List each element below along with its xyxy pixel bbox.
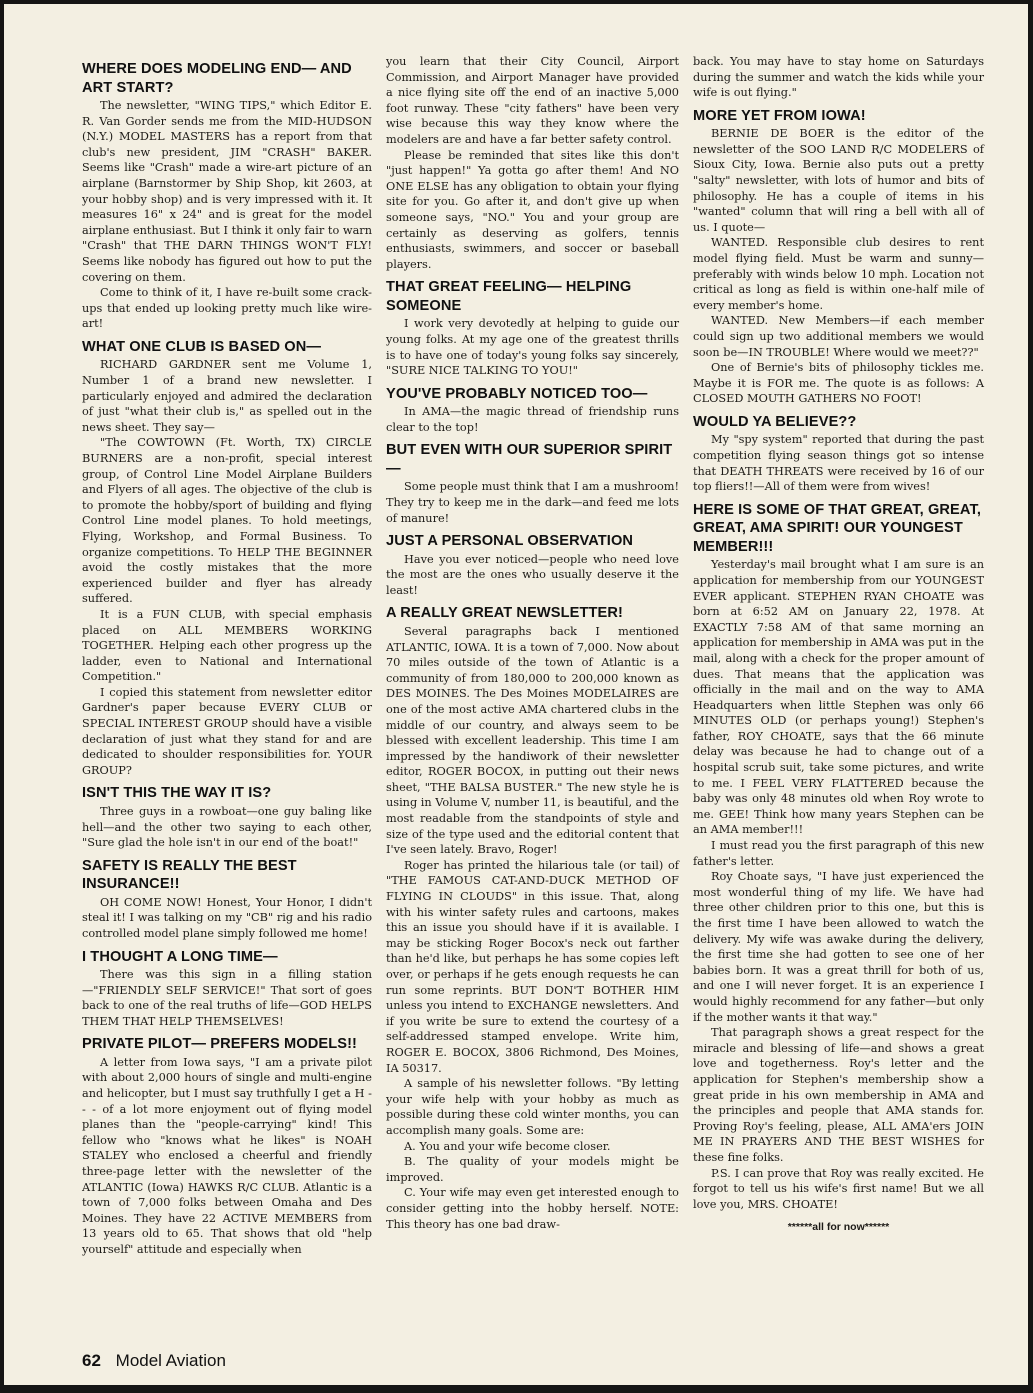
body-paragraph: My "spy system" reported that during the past competition flying season things got so intense that DEATH THREATS were received by 16 of our top fliers!!—All of them were from wives!: [693, 433, 984, 494]
body-paragraph: The newsletter, "WING TIPS," which Editor E. R. Van Gorder sends me from the MID-HUDSON (N.Y.) MODEL MASTERS has a report from that club's new president, JIM "CRASH" BAKER. Seems like "Crash" made a wire-art picture of an airplane (Barnstormer by Ship Shop, kit 2603, at your hobby shop) and is very impressed with it. It measures 16" x 24" and is great for the model airplane enthusiast. But I think it only fair to warn "Crash" that THE DARN THINGS WON'T FLY! Seems like nobody has figured out how to put the covering on them.: [82, 99, 372, 284]
body-paragraph: P.S. I can prove that Roy was really excited. He forgot to tell us his wife's first name! But we all love you, MRS. CHOATE!: [693, 1166, 984, 1211]
body-paragraph: Roy Choate says, "I have just experienced the most wonderful thing of my life. We have had three other children prior to this one, but this is the first time I have been allowed to watch the delivery. My wife was awake during the delivery, the first time she had gotten to see one of her babies born. It was a great thrill for both of us, and one I will never forget. It is an experience I would highly recommend for any father—but only if the mother wants it that way.": [693, 870, 984, 1024]
body-paragraph: In AMA—the magic thread of friendship runs clear to the top!: [386, 405, 679, 434]
body-paragraph: A. You and your wife become closer.: [404, 1139, 611, 1153]
body-paragraph: B. The quality of your models might be improved.: [386, 1155, 679, 1184]
column-right: [693, 54, 984, 1236]
section-heading: THAT GREAT FEELING— HELPING SOMEONE: [386, 279, 632, 314]
body-paragraph: Three guys in a rowboat—one guy baling like hell—and the other two saying to each other, "Sure glad the hole isn't in our end of the boat!": [82, 804, 372, 850]
body-paragraph: WANTED. Responsible club desires to rent model flying field. Must be warm and sunny—preferably with winds below 10 mph. Location not critical as long as field is within one-half mile of every member's home.: [693, 236, 984, 312]
body-paragraph: Roger has printed the hilarious tale (or tail) of "THE FAMOUS CAT-AND-DUCK METHOD OF FLYING IN CLOUDS" in this issue. That, along with his winter safety rules and cartoons, makes this an issue you should have if it is available. I may be sticking Roger Bocox's neck out farther than he'd like, but perhaps he has some copies left over, or perhaps if he gets enough requests he can run some reprints. BUT DON'T BOTHER HIM unless you intend to EXCHANGE newsletters. And if you write be sure to extend the courtesy of a self-addressed stamped envelope. Write him, ROGER E. BOCOX, 3806 Richmond, Des Moines, IA 50317.: [386, 858, 679, 1075]
body-paragraph: RICHARD GARDNER sent me Volume 1, Number 1 of a brand new newsletter. I particularly enjoyed and admired the declaration of just "what their club is," as spelled out in the news sheet. They say—: [82, 358, 372, 434]
body-paragraph: It is a FUN CLUB, with special emphasis placed on ALL MEMBERS WORKING TOGETHER. Helping each other progress up the ladder, even to National and International Competition.": [82, 607, 372, 684]
magazine-page: [4, 4, 1028, 1385]
body-paragraph: C. Your wife may even get interested enough to consider getting into the hobby herself. NOTE: This theory has one bad draw-: [386, 1186, 679, 1231]
section-heading: YOU'VE PROBABLY NOTICED TOO—: [386, 385, 648, 402]
body-paragraph: One of Bernie's bits of philosophy tickles me. Maybe it is FOR me. The quote is as follows: A CLOSED MOUTH GATHERS NO FOOT!: [693, 361, 984, 406]
column-left: [82, 54, 372, 1258]
body-paragraph: A sample of his newsletter follows. "By letting your wife help with your hobby as much as possible during these cold winter months, you can accomplish many goals. Some are:: [386, 1077, 679, 1137]
body-paragraph: OH COME NOW! Honest, Your Honor, I didn't steal it! I was talking on my "CB" rig and his radio controlled model plane simply followed me home!: [82, 895, 372, 940]
body-paragraph: Come to think of it, I have re-built some crack-ups that ended up looking pretty much like wire-art!: [82, 286, 372, 331]
body-paragraph: I copied this statement from newsletter editor Gardner's paper because EVERY CLUB or SPECIAL INTEREST GROUP should have a visible declaration of just what they stand for and are dedicated to shoulder responsibilities for. YOUR GROUP?: [82, 685, 372, 777]
section-heading: WOULD YA BELIEVE??: [693, 413, 857, 430]
body-paragraph: There was this sign in a filling station—"FRIENDLY SELF SERVICE!" That sort of goes back to one of the real truths of life—GOD HELPS THEM THAT HELP THEMSELVES!: [82, 968, 372, 1028]
section-heading: ISN'T THIS THE WAY IT IS?: [82, 785, 272, 802]
sign-off: ******all for now******: [787, 1221, 890, 1234]
page-footer: [82, 1351, 226, 1371]
section-heading: WHAT ONE CLUB IS BASED ON—: [82, 338, 322, 355]
body-paragraph: That paragraph shows a great respect for the miracle and blessing of life—and shows a great love and togetherness. Roy's letter and the application for Stephen's membership show a great pride in his own membership in AMA and the principles and people that AMA stands for. Proving Roy's feeling, please, ALL AMA'ers JOIN ME IN PRAYERS AND THE BEST WISHES for these fine folks.: [693, 1026, 984, 1164]
body-paragraph: BERNIE DE BOER is the editor of the newsletter of the SOO LAND R/C MODELERS of Sioux City, Iowa. Bernie also puts out a pretty "salty" newsletter, with lots of humor and bits of philosophy. He has a couple of items in his "wanted" column that will ring a bell with all of us. I quote—: [693, 127, 984, 234]
body-paragraph: Please be reminded that sites like this don't "just happen!" Ya gotta go after them! And NO ONE ELSE has any obligation to obtain your flying site for you. Go after it, and don't give up when someone says, "NO." You and your group are certainly as deserving as golfers, tennis enthusiasts, swimmers, and soccer or baseball players.: [386, 148, 679, 271]
continued-paragraph: you learn that their City Council, Airport Commission, and Airport Manager have provided a nice flying site off the end of an inactive 5,000 foot runway. These "city fathers" have been very wise because this way they know where the modelers are and have a far better safety control.: [386, 55, 679, 146]
section-heading: WHERE DOES MODELING END— AND ART START?: [82, 61, 352, 96]
page-number: 62: [82, 1351, 101, 1370]
body-paragraph: WANTED. New Members—if each member could sign up two additional members we would soon be—IN TROUBLE! Where would we meet??": [693, 314, 984, 359]
body-paragraph: Have you ever noticed—people who need love the most are the ones who usually deserve it the least!: [386, 552, 679, 597]
section-heading: BUT EVEN WITH OUR SUPERIOR SPIRIT—: [386, 442, 673, 477]
section-heading: MORE YET FROM IOWA!: [693, 107, 866, 124]
magazine-title: Model Aviation: [115, 1351, 226, 1370]
body-paragraph: I work very devotedly at helping to guide our young folks. At my age one of the greatest thrills is to have one of today's young folks say sincerely, "SURE NICE TALKING TO YOU!": [386, 317, 679, 378]
body-paragraph: Some people must think that I am a mushroom! They try to keep me in the dark—and feed me lots of manure!: [386, 480, 679, 525]
body-paragraph: Several paragraphs back I mentioned ATLANTIC, IOWA. It is a town of 7,000. Now about 70 miles outside of the town of Atlantic is a community of from 180,000 to 200,000 known as DES MOINES. The Des Moines MODELAIRES are one of the most active AMA chartered clubs in the middle of our country, and always seem to be blessed with excellent leadership. This time I am impressed by the handiwork of their newsletter editor, ROGER BOCOX, in putting out their news sheet, "THE BALSA BUSTER." The new style he is using in Volume V, number 11, is beautiful, and the most readable from the standpoints of style and size of the type used and the editorial content that I've seen lately. Bravo, Roger!: [386, 624, 679, 857]
section-heading: PRIVATE PILOT— PREFERS MODELS!!: [82, 1036, 357, 1053]
section-heading: SAFETY IS REALLY THE BEST INSURANCE!!: [82, 857, 297, 893]
section-heading: A REALLY GREAT NEWSLETTER!: [386, 605, 623, 622]
section-heading: HERE IS SOME OF THAT GREAT, GREAT, GREAT, AMA SPIRIT! OUR YOUNGEST MEMBER!!!: [693, 501, 981, 555]
section-heading: JUST A PERSONAL OBSERVATION: [386, 533, 634, 550]
column-middle: [386, 54, 679, 1232]
body-paragraph: "The COWTOWN (Ft. Worth, TX) CIRCLE BURNERS are a non-profit, special interest group, of Control Line Model Airplane Builders and Flyers of all ages. The objective of the club is to promote the hobby/sport of building and flying Control Line model planes. To hold meetings, Flying, Workshop, and Formal Business. To organize competitions. To HELP THE BEGINNER avoid the costly mistakes that the more experienced builder and flyer has already suffered.: [82, 436, 372, 606]
body-paragraph: Yesterday's mail brought what I am sure is an application for membership from our YOUNGEST EVER applicant. STEPHEN RYAN CHOATE was born at 6:52 AM on January 22, 1978. At EXACTLY 7:58 AM of that same morning an application for membership in AMA was put in the mail, along with a check for the proper amount of dues. That means that the application was officially in the mail and on the way to AMA Headquarters when little Stephen was only 66 MINUTES OLD (or perhaps young!) Stephen's father, ROY CHOATE, says that the 66 minute delay was because he had to change out of a hospital scrub suit, take some pictures, and write to me. I FEEL VERY FLATTERED because the baby was only 48 minutes old when Roy wrote to me. GEE! Think how many years Stephen can be an AMA member!!!: [693, 558, 984, 837]
body-paragraph: A letter from Iowa says, "I am a private pilot with about 2,000 hours of single and multi-engine and helicopter, but I must say truthfully I get a H - - - of a lot more enjoyment out of flying model planes than the "people-carrying" kind! This fellow who "knows what he likes" is NOAH STALEY who enclosed a cheerful and friendly three-page letter with the newsletter of the ATLANTIC (Iowa) HAWKS R/C CLUB. Atlantic is a town of 7,000 folks between Omaha and Des Moines. They have 22 ACTIVE MEMBERS from 13 years old to 65. That shows that old "help yourself" attitude and especially when: [82, 1055, 372, 1256]
body-paragraph: I must read you the first paragraph of this new father's letter.: [693, 839, 984, 868]
continued-paragraph: back. You may have to stay home on Saturdays during the summer and watch the kids while your wife is out flying.": [693, 55, 984, 100]
section-heading: I THOUGHT A LONG TIME—: [82, 948, 278, 965]
